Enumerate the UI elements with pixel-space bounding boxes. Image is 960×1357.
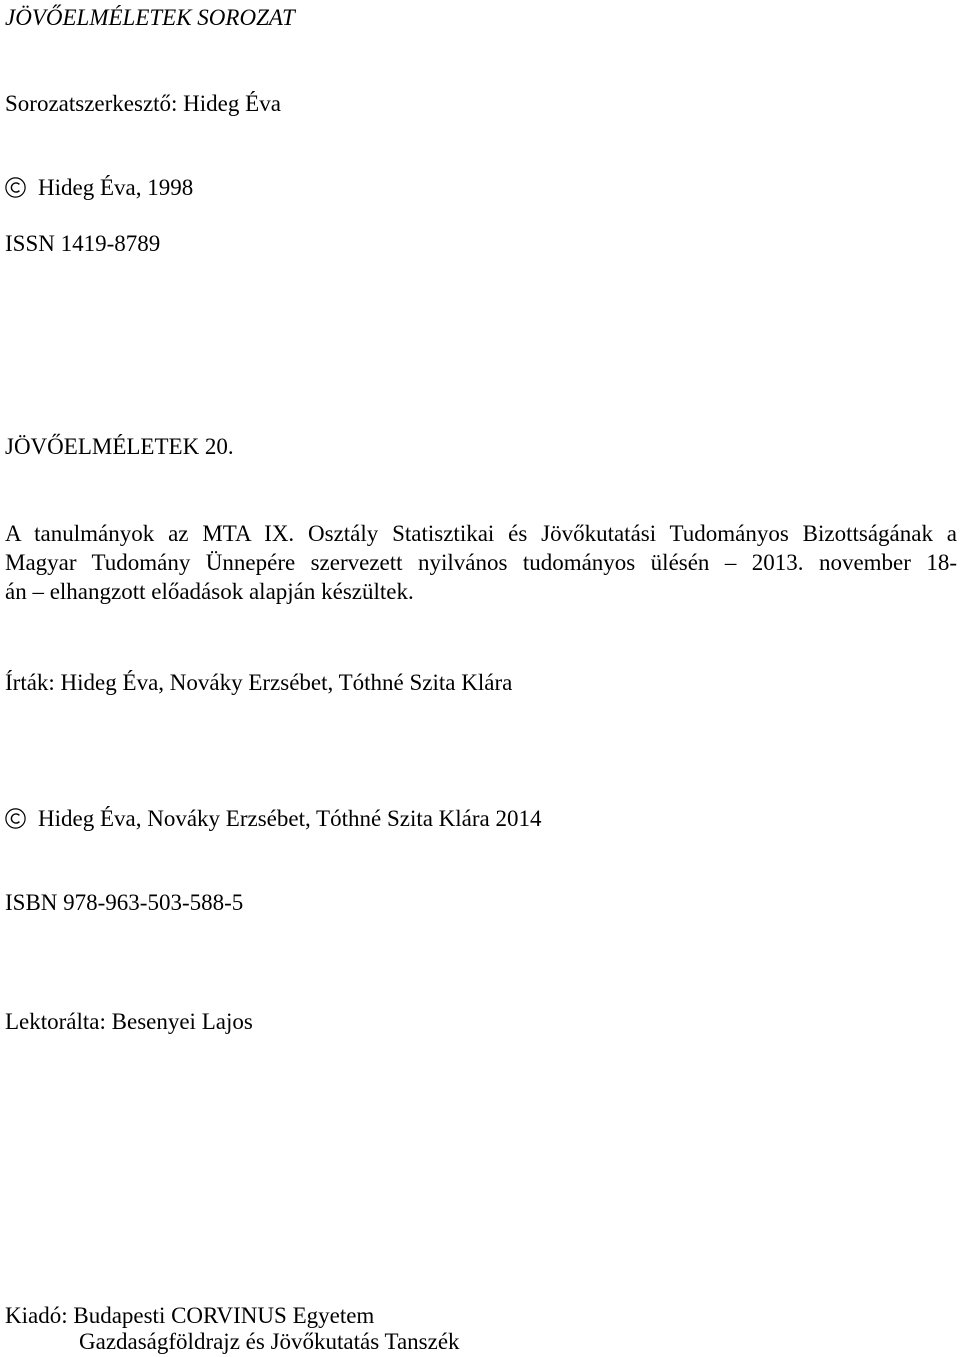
publisher-department: Gazdaságföldrajz és Jövőkutatás Tanszék bbox=[79, 1329, 460, 1354]
publisher-block bbox=[5, 1303, 460, 1355]
copyright-line-2 bbox=[5, 807, 542, 830]
publisher-line: Kiadó: Budapesti CORVINUS Egyetem bbox=[5, 1303, 375, 1328]
copyright-icon bbox=[5, 177, 26, 198]
description-paragraph bbox=[5, 519, 957, 606]
description-line: Magyar Tudomány Ünnepére szervezett nyilvános tudományos ülésén – 2013. november 18- bbox=[5, 550, 957, 575]
description-line: án – elhangzott előadások alapján készültek. bbox=[5, 579, 414, 604]
series-editor: Sorozatszerkesztő: Hideg Éva bbox=[5, 91, 281, 116]
copyright-line-1 bbox=[5, 176, 193, 199]
series-title: JÖVŐELMÉLETEK SOROZAT bbox=[5, 5, 295, 30]
authors: Írták: Hideg Éva, Nováky Erzsébet, Tóthné Szita Klára bbox=[5, 670, 513, 695]
volume-title: JÖVŐELMÉLETEK 20. bbox=[5, 434, 234, 459]
issn: ISSN 1419-8789 bbox=[5, 231, 161, 256]
copyright-icon bbox=[5, 808, 26, 829]
copyright-text-1: Hideg Éva, 1998 bbox=[38, 175, 194, 200]
description-line: A tanulmányok az MTA IX. Osztály Statisztikai és Jövőkutatási Tudományos Bizottságának a bbox=[5, 521, 957, 546]
copyright-text-2: Hideg Éva, Nováky Erzsébet, Tóthné Szita Klára 2014 bbox=[38, 806, 542, 831]
reviewer: Lektorálta: Besenyei Lajos bbox=[5, 1009, 253, 1034]
isbn: ISBN 978-963-503-588-5 bbox=[5, 890, 244, 915]
